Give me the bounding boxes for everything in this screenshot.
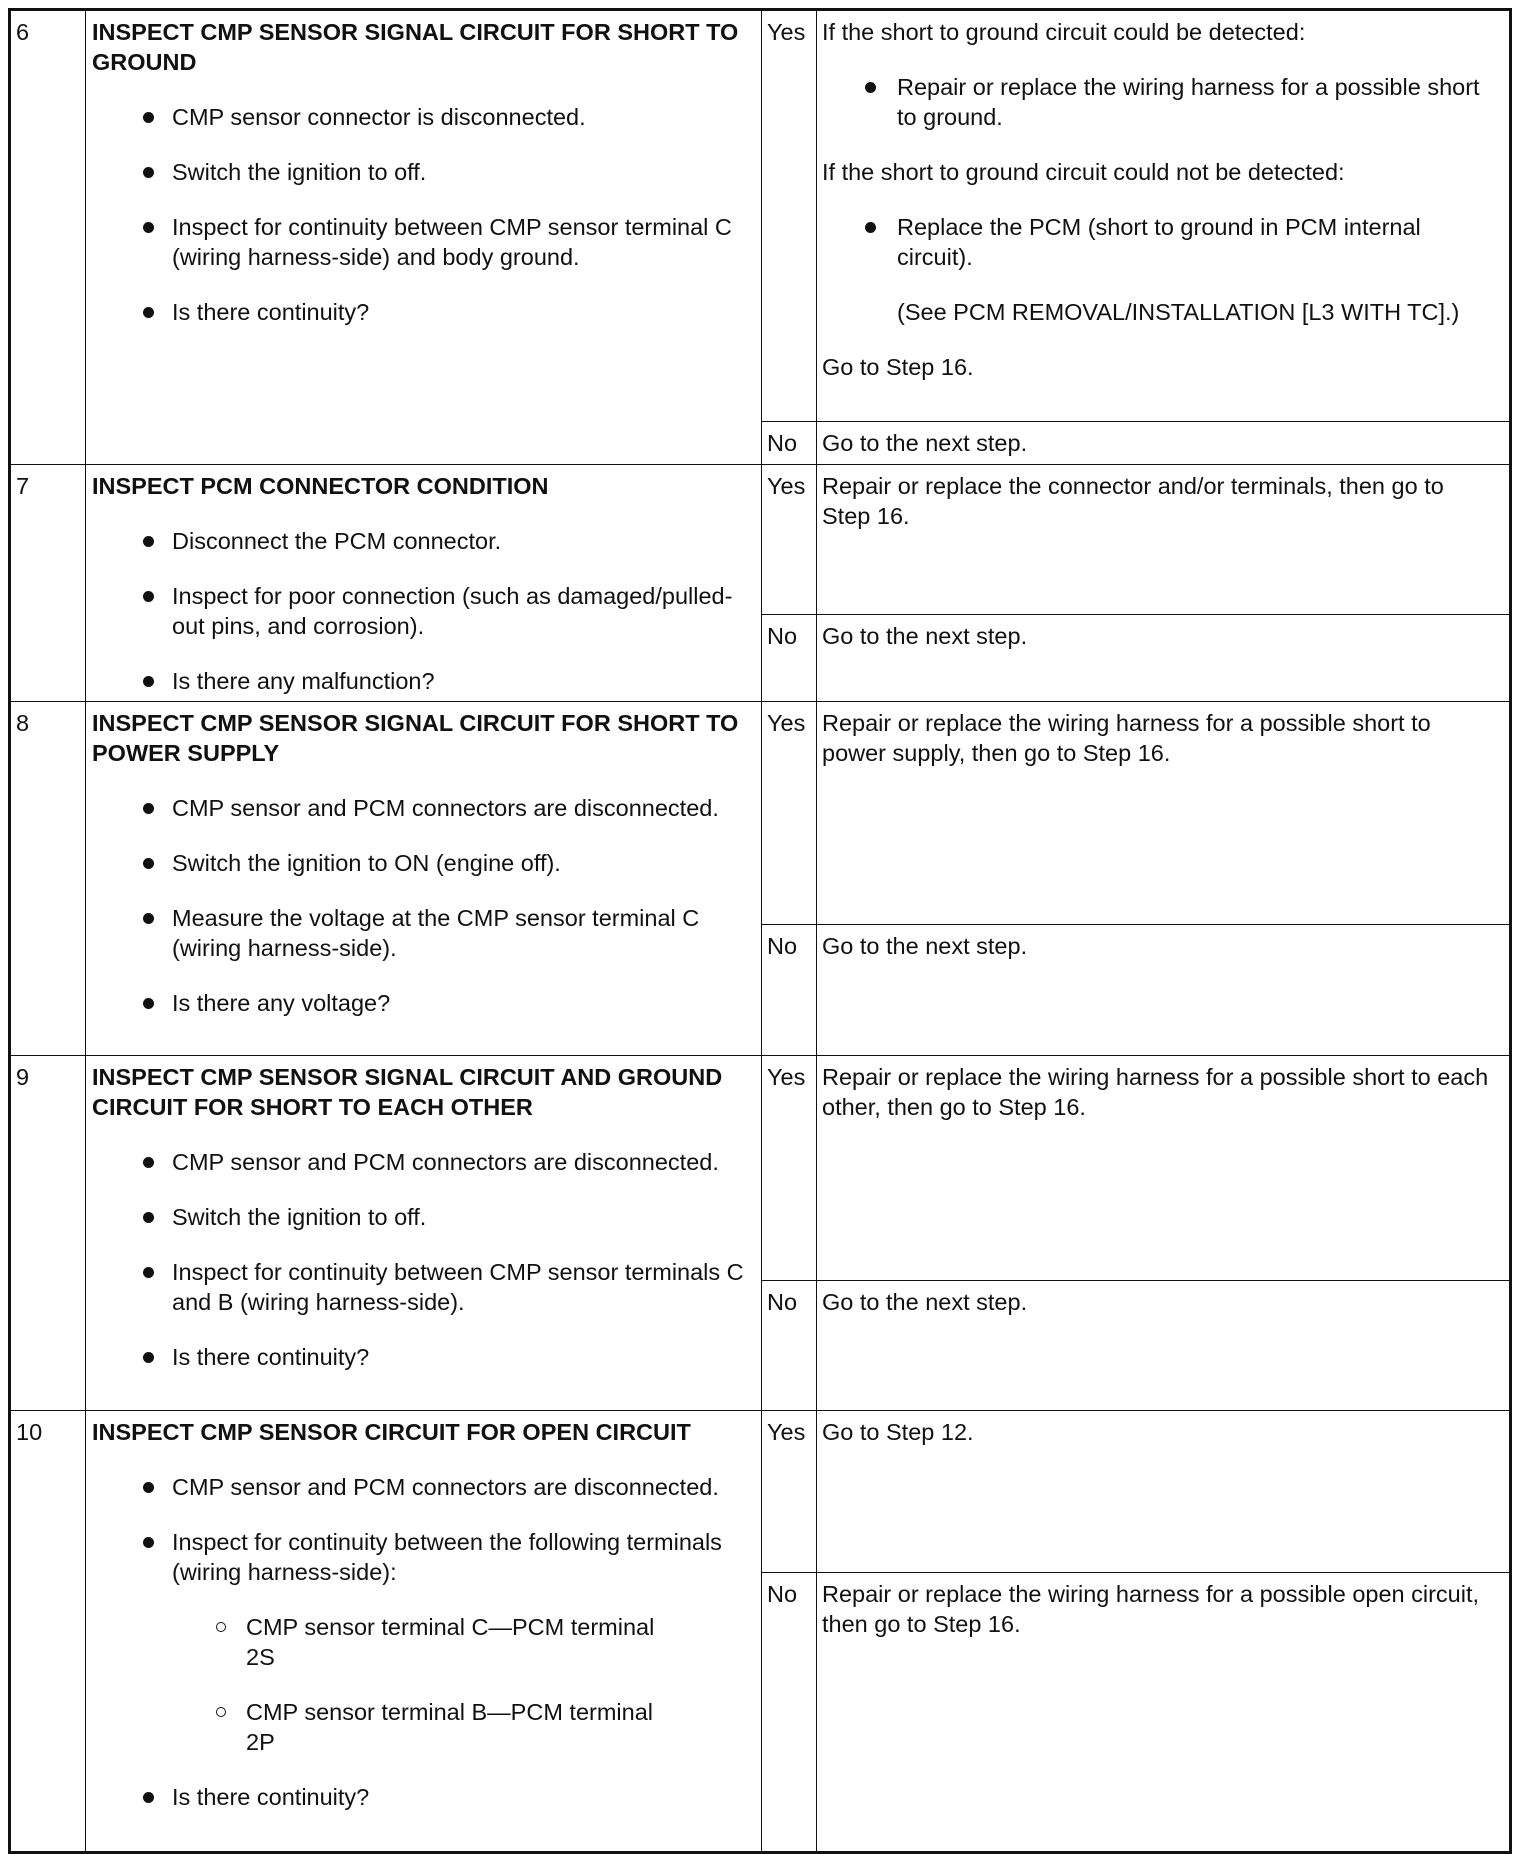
inspection-item: CMP sensor and PCM connectors are disconnected. [92,1472,751,1502]
action-yes: Repair or replace the wiring harness for a possible short to each other, then go to Step 16. [817,1056,1511,1281]
action-condition: If the short to ground circuit could be detected: [822,19,1306,45]
inspection-item-text: Inspect for continuity between the following terminals (wiring harness-side): [172,1529,722,1585]
inspection-list [92,1472,751,1812]
inspection-item [92,1527,751,1757]
terminal-list [92,1612,751,1757]
answer-no: No [762,615,817,702]
inspection-list [92,793,751,1018]
step-title: INSPECT CMP SENSOR SIGNAL CIRCUIT AND GROUND CIRCUIT FOR SHORT TO EACH OTHER [92,1064,723,1120]
step-7-yes-row [10,465,1511,615]
action-goto: Go to Step 16. [822,354,974,380]
inspection-item: CMP sensor and PCM connectors are disconnected. [92,793,751,823]
inspection-item: Is there any malfunction? [92,666,751,696]
step-inspection [86,1056,762,1411]
step-title: INSPECT CMP SENSOR CIRCUIT FOR OPEN CIRCUIT [92,1419,691,1445]
action-item: Repair or replace the wiring harness for a possible short to ground. [822,72,1497,132]
inspection-item: Inspect for poor connection (such as damaged/pulled-out pins, and corrosion). [92,581,751,641]
step-title: INSPECT CMP SENSOR SIGNAL CIRCUIT FOR SHORT TO GROUND [92,19,739,75]
step-6-yes-row [10,10,1511,422]
action-yes [817,10,1511,422]
action-no: Go to the next step. [817,1281,1511,1411]
inspection-item: Is there continuity? [92,1782,751,1812]
answer-yes: Yes [762,1411,817,1573]
inspection-list [92,1147,751,1372]
answer-yes: Yes [762,10,817,422]
answer-no: No [762,925,817,1056]
action-list [822,72,1497,132]
inspection-item: Disconnect the PCM connector. [92,526,751,556]
step-inspection [86,1411,762,1853]
step-number: 10 [10,1411,86,1853]
diagnostic-procedure-table [8,8,1512,1854]
inspection-item: Measure the voltage at the CMP sensor terminal C (wiring harness-side). [92,903,751,963]
action-yes: Repair or replace the wiring harness for a possible short to power supply, then go to Step 16. [817,702,1511,925]
step-inspection [86,10,762,465]
action-no: Repair or replace the wiring harness for a possible open circuit, then go to Step 16. [817,1573,1511,1853]
inspection-item: Is there continuity? [92,1342,751,1372]
terminal-pair: CMP sensor terminal B—PCM terminal 2P [92,1697,751,1757]
inspection-item: Inspect for continuity between CMP sensor terminals C and B (wiring harness-side). [92,1257,751,1317]
action-condition: If the short to ground circuit could not be detected: [822,159,1345,185]
action-yes: Repair or replace the connector and/or terminals, then go to Step 16. [817,465,1511,615]
answer-no: No [762,1573,817,1853]
step-title: INSPECT PCM CONNECTOR CONDITION [92,473,549,499]
step-inspection [86,702,762,1056]
action-no: Go to the next step. [817,615,1511,702]
answer-no: No [762,422,817,465]
step-8-yes-row [10,702,1511,925]
inspection-item: Switch the ignition to off. [92,157,751,187]
step-title: INSPECT CMP SENSOR SIGNAL CIRCUIT FOR SHORT TO POWER SUPPLY [92,710,739,766]
inspection-item: CMP sensor connector is disconnected. [92,102,751,132]
action-list [822,212,1497,272]
step-number: 6 [10,10,86,465]
answer-yes: Yes [762,465,817,615]
reference-link[interactable]: (See PCM REMOVAL/INSTALLATION [L3 WITH TC].) [897,299,1460,325]
action-item: Replace the PCM (short to ground in PCM internal circuit). [822,212,1497,272]
inspection-item: Inspect for continuity between CMP sensor terminal C (wiring harness-side) and body ground. [92,212,751,272]
step-number: 9 [10,1056,86,1411]
action-no: Go to the next step. [817,925,1511,1056]
answer-yes: Yes [762,702,817,925]
inspection-item: Is there any voltage? [92,988,751,1018]
action-no: Go to the next step. [817,422,1511,465]
inspection-item: CMP sensor and PCM connectors are disconnected. [92,1147,751,1177]
answer-no: No [762,1281,817,1411]
inspection-item: Switch the ignition to off. [92,1202,751,1232]
step-10-yes-row [10,1411,1511,1573]
step-number: 8 [10,702,86,1056]
inspection-list [92,102,751,327]
terminal-pair: CMP sensor terminal C—PCM terminal 2S [92,1612,751,1672]
action-yes: Go to Step 12. [817,1411,1511,1573]
step-inspection [86,465,762,702]
answer-yes: Yes [762,1056,817,1281]
inspection-item: Is there continuity? [92,297,751,327]
step-9-yes-row [10,1056,1511,1281]
step-number: 7 [10,465,86,702]
inspection-list [92,526,751,696]
inspection-item: Switch the ignition to ON (engine off). [92,848,751,878]
